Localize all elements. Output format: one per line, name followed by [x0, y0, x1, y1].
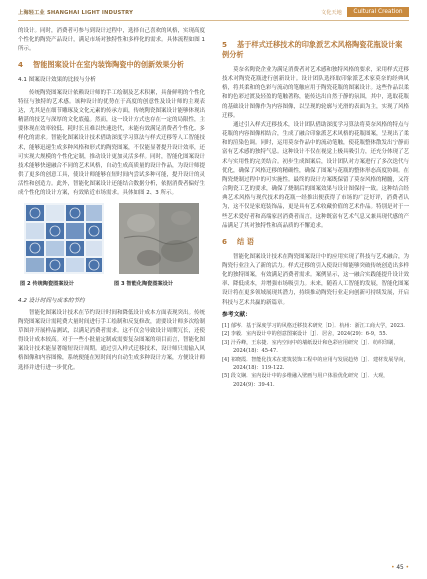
column-name: 文化天地	[321, 10, 342, 16]
header-divider	[18, 20, 409, 21]
figure-3-caption: 图 3 智能化陶瓷图案设计	[114, 280, 174, 287]
left-column	[18, 27, 205, 373]
paragraph-6: 智能化图案设计技术在陶瓷图案设计中的应用实现了科技与艺术融合，为陶瓷行业注入了新的活力。样式迁移的引入使设计师能够突破传统创造出多样化的独特图案，有效满足消费者需求。案例显示，这一融合实践能提升设计效率、降低成本，并增强市场吸引力。未来，随着人工智能的发展，智能化图案设计将在更多领域展现其潜力，持续推动陶瓷行业走向创新可持续发展，开启科技与艺术共赢的新篇章。	[222, 253, 410, 306]
figure-row	[18, 203, 205, 293]
section-title: 基于样式迁移技术的印象派艺术风格陶瓷花瓶设计案例分析	[222, 40, 403, 59]
section-4-heading	[18, 60, 205, 70]
page-dot-icon: •	[391, 565, 395, 571]
figure-2-caption: 图 2 传统陶瓷图案设计	[20, 280, 74, 287]
reference-item: [3] 汁乔峰，王东捷．室内空间中的墙纸设计和色彩应用研究［J］．纺织印刷，2024(18)：45-47.	[222, 339, 399, 355]
paragraph-5-1: 莫奈名陶瓷企业为满足消费者对艺术感和独特风格的要求，采用样式迁移技术对陶瓷花瓶进行创新设计。设计团队选择取印象派艺术家莫奈的经典风格，将其柔和的色彩与流动的笔触应用于陶瓷花瓶的图案设计。这些作品以柔和的色彩过渡及轻盈的笔触著称，能传达出自然于静的氛围，其中，选取花瓶的基础设计图像作为内容图像，以呈现的轮廓与光滑的表面为主，实现了风格迁移。	[222, 67, 410, 119]
journal-title: 上海轻工业 SHANGHAI LIGHT INDUSTRY	[18, 10, 134, 16]
textured-pattern-image	[119, 203, 199, 274]
reference-item: [2] 李毅．室内设计中的创意图案设计［J］．居舍，2024(29)：6-9，55.	[222, 331, 388, 338]
paragraph-4-2: 智能化图案设计技术在节约设计时间和降低设计成本方面表现突出。传统陶瓷图案设计需耗费大量时间进行手工绘制和反复修改，需要设计师多次绘制草图并开展样品测试，以满足消费者需求。这不仅会导致设计周期冗长，还使得设计成本较高。对于一些小批量定制或需要复杂图案的项目而言，智能化图案设计技术能显著缩短设计周期。通过引入样式迁移技术，设计师只需输入风格图像和内容图像，系统便能在短时间内自动生成多种设计方案，方便设计师选择并进行进一步优化。	[18, 309, 206, 371]
reference-item: [1] 郁岑．基于深度学习的风格迁移技术研究［D］．杭州：浙江工商大学，2023.	[222, 322, 405, 329]
section-number: 4	[18, 60, 24, 70]
blue-tile-pattern-image	[24, 203, 104, 274]
column-tag: Cultural Creation	[347, 7, 409, 17]
section-number: 5	[222, 40, 228, 49]
page-number-value: 45	[396, 565, 404, 571]
paragraph-4-1: 传统陶瓷图案设计依赖设计师的手工绘制及艺术积累，具备鲜明的个性化特征与独特的艺术感。该种设计的优势在于高度的创意性及设计师的主观表达，尤其是在细节雕琢及文化元素的传承方面，传统陶瓷图案设计能够体现出精湛的技艺与深厚的文化底蕴。然而，这一设计方式也存在一定的局限性，主要体现在效率较低、耗时长且难以快速迭代，未能有效满足消费者个性化、多样化的需求。智能化图案设计技术借助深度学习算法与样式迁移等人工智能技术，能够迅速生成多种风格和形式的陶瓷图案，不仅能显著提升设计效率，还可实现大规模的个性化定制，推动设计更加灵活多样。同时，智能化图案设计技术能够快速融合不同的艺术风格，自动生成高质量的设计作品，为设计师提供了更多的创意工具，使设计师能够在短时间内尝试多种可能，提升设计的灵活性和创造力。此外，智能化图案设计还能结合数据分析，依据消费者偏好生成个性化的设计方案，有效贴近市场需求。具体如图 2、3 所示。	[18, 89, 206, 197]
page-dot-icon: •	[405, 565, 409, 571]
traditional-pattern-image	[24, 203, 104, 274]
intro-paragraph: 的设计。同时，消费者可参与到设计过程中，选择自己喜欢的风格，实现高度个性化的陶瓷产品设计，满足市场对独特性和多样化的需求。具体流程如图 1 所示。	[18, 28, 206, 53]
reference-item: [4] 祁晓霞．智能化技术在建筑装饰工程中的应用与发展趋势［J］．建材发展导向，2024(18)：119-122.	[222, 356, 409, 371]
subsection-4-1-heading: 4.1 图案设计效果的比较与分析	[18, 77, 96, 84]
subsection-4-2-heading: 4.2 设计时间与成本的节约	[18, 297, 85, 304]
page-header	[0, 0, 427, 22]
right-column	[222, 27, 409, 389]
section-6-heading	[222, 237, 409, 247]
section-5-heading	[222, 40, 409, 60]
section-title: 智能图案设计在室内装饰陶瓷中的创新效果分析	[33, 60, 184, 70]
page-number	[391, 565, 409, 571]
section-number: 6	[222, 236, 228, 246]
references-heading: 参考文献：	[222, 311, 251, 318]
section-title: 结 语	[237, 236, 254, 246]
reference-item: [5] 段文娴．室内设计中的多维融入壁画与用户体验优化研究［J］．大观，2024(9)：39-41.	[222, 373, 389, 388]
smart-pattern-image	[119, 203, 199, 274]
paragraph-5-2: 通过引入样式迁移技术，设计团队借助深度学习算法将莫奈风格的特点与花瓶的内容图像相结合，生成了融合印象派艺术风格的花瓶图案，呈现出了柔和的渲染色调。同时，运用莫奈作品中的流动笔触，使花瓶整体散发出宁静而富有艺术感的独特气息。这种设计不仅在视觉上极具吸引力，还充分体现了艺术与实用性的完美结合。初步生成图案后，设计团队对方案进行了多次迭代与优化，确保了风格迁移的精确性，确保了图案与花瓶的整体形态高度协调。在陶瓷烧制过程中的可实施性。最终的设计方案既保留了莫奈风格的精髓，又符合陶瓷工艺的要求，确保了烧制后的图案效果与设计图保持一致。这种结合经典艺术风格与现代技术的花瓶一经推出便获得了市场的广泛好评，消费者认为，这不仅是家庭装饰品，更是具有艺术收藏价值的艺术作品。特别是对于一些艺术爱好者和高端家居消费者而言，这种既富有艺术气息又兼具现代感的产品满足了其对独特性和高品质的不懈追求。	[222, 121, 410, 229]
